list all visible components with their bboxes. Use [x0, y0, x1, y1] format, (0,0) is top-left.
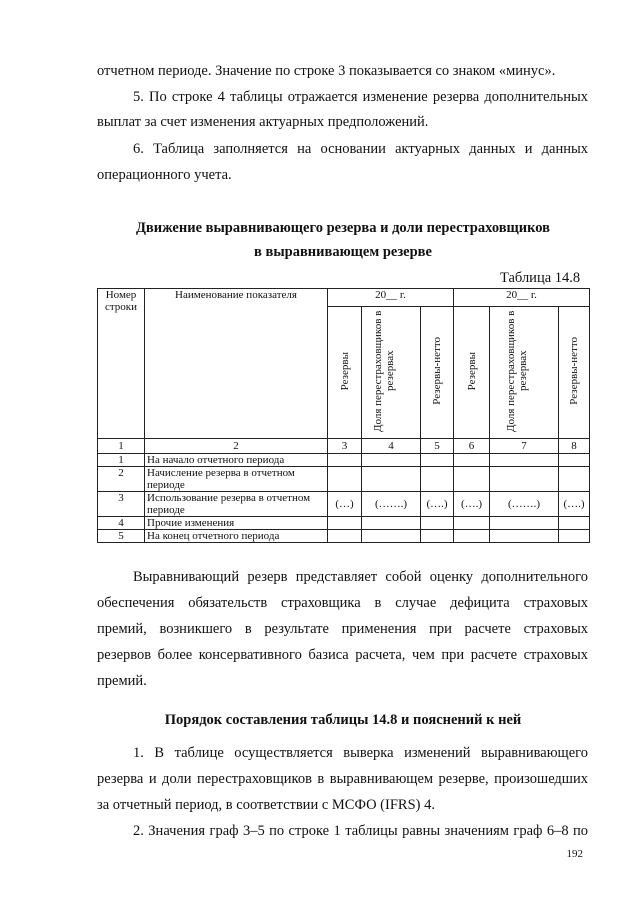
row-number: 4	[98, 517, 145, 530]
text-line: 1. В таблице осуществляется выверка изменений выравнивающего	[133, 745, 588, 761]
column-number: 7	[490, 439, 559, 454]
column-number: 5	[421, 439, 454, 454]
value-cell	[421, 454, 454, 467]
column-number: 8	[559, 439, 590, 454]
column-number: 3	[328, 439, 362, 454]
subheader-cell	[490, 307, 559, 439]
text-line: обеспечения обязательств страховщика в случае дефицита страховых	[97, 595, 588, 611]
value-cell	[362, 517, 421, 530]
row-number: 2	[98, 467, 145, 492]
row-name: На конец отчетного периода	[145, 530, 328, 543]
value-cell: (…)	[328, 492, 362, 517]
subheader-cell	[559, 307, 590, 439]
row-name: Начисление резерва в отчетном периоде	[145, 467, 328, 492]
value-cell	[490, 530, 559, 543]
subheader-net-reserves-1: Резервы-нетто	[431, 337, 443, 405]
value-cell	[559, 454, 590, 467]
header-indicator-name: Наименование показателя	[145, 289, 328, 439]
row-number: 5	[98, 530, 145, 543]
subheader-cell	[421, 307, 454, 439]
table-row	[98, 454, 590, 467]
table-row	[98, 492, 590, 517]
value-cell	[559, 517, 590, 530]
subheader-net-reserves-2: Резервы-нетто	[568, 337, 581, 405]
header-row-number: Номер строки	[98, 289, 145, 439]
value-cell: (….)	[559, 492, 590, 517]
text-line: выплат за счет изменения актуарных предположений.	[97, 114, 429, 130]
value-cell	[362, 454, 421, 467]
value-cell: (….)	[421, 492, 454, 517]
text-line: 2. Значения граф 3–5 по строке 1 таблицы равны значениям граф 6–8 по	[133, 823, 588, 839]
value-cell	[559, 530, 590, 543]
subheader-reinsurer-share-1: Доля перестраховщиков в резервах	[372, 310, 396, 432]
value-cell	[328, 517, 362, 530]
value-cell	[454, 467, 490, 492]
procedure-heading: Порядок составления таблицы 14.8 и пояснений к ней	[164, 712, 522, 728]
value-cell: (…….)	[362, 492, 421, 517]
subheader-reserves-1: Резервы	[338, 351, 351, 391]
page-number: 192	[566, 848, 583, 860]
column-number: 1	[98, 439, 145, 454]
row-name: На начало отчетного периода	[145, 454, 328, 467]
text-line: Выравнивающий резерв представляет собой оценку дополнительного	[133, 569, 588, 585]
section-heading-line-1: Движение выравнивающего резерва и доли перестраховщиков	[135, 220, 551, 236]
row-name: Использование резерва в отчетном периоде	[145, 492, 328, 517]
value-cell	[490, 467, 559, 492]
text-line: резервов более консервативного базиса расчета, чем при расчете страховых	[97, 647, 588, 663]
value-cell	[421, 517, 454, 530]
value-cell	[490, 517, 559, 530]
subheader-cell	[454, 307, 490, 439]
text-line: премий, возникшего в результате применения при расчете страховых	[97, 621, 588, 637]
subheader-cell	[328, 307, 362, 439]
header-year-2: 20__ г.	[454, 289, 590, 307]
column-number: 6	[454, 439, 490, 454]
row-number: 3	[98, 492, 145, 517]
value-cell	[421, 467, 454, 492]
value-cell: (….)	[454, 492, 490, 517]
value-cell	[362, 467, 421, 492]
value-cell	[454, 454, 490, 467]
column-number-row	[98, 439, 590, 454]
value-cell	[490, 454, 559, 467]
table-row	[98, 530, 590, 543]
value-cell	[328, 530, 362, 543]
value-cell	[362, 530, 421, 543]
row-name: Прочие изменения	[145, 517, 328, 530]
text-line: операционного учета.	[97, 167, 232, 183]
value-cell	[454, 530, 490, 543]
column-number: 4	[362, 439, 421, 454]
value-cell	[328, 467, 362, 492]
value-cell: (…….)	[490, 492, 559, 517]
table-caption: Таблица 14.8	[500, 270, 581, 286]
subheader-reserves-2: Резервы	[465, 351, 478, 391]
value-cell	[454, 517, 490, 530]
subheader-reinsurer-share-2: Доля перестраховщиков в резервах	[505, 310, 530, 432]
column-number: 2	[145, 439, 328, 454]
value-cell	[559, 467, 590, 492]
subheader-cell	[362, 307, 421, 439]
text-line: 6. Таблица заполняется на основании актуарных данных и данных	[133, 141, 588, 157]
header-year-1: 20__ г.	[328, 289, 454, 307]
row-number: 1	[98, 454, 145, 467]
text-line: за отчетный период, в соответствии с МСФО (IFRS) 4.	[97, 797, 435, 813]
text-line: премий.	[97, 673, 147, 689]
text-line: 5. По строке 4 таблицы отражается изменение резерва дополнительных	[133, 89, 588, 105]
table-row	[98, 517, 590, 530]
reserve-table	[97, 288, 590, 543]
value-cell	[421, 530, 454, 543]
section-heading-line-2: в выравнивающем резерве	[254, 244, 432, 260]
value-cell	[328, 454, 362, 467]
text-line: отчетном периоде. Значение по строке 3 показывается со знаком «минус».	[97, 63, 556, 79]
table-row	[98, 467, 590, 492]
text-line: резерва и доли перестраховщиков в выравнивающем резерве, произошедших	[97, 771, 588, 787]
